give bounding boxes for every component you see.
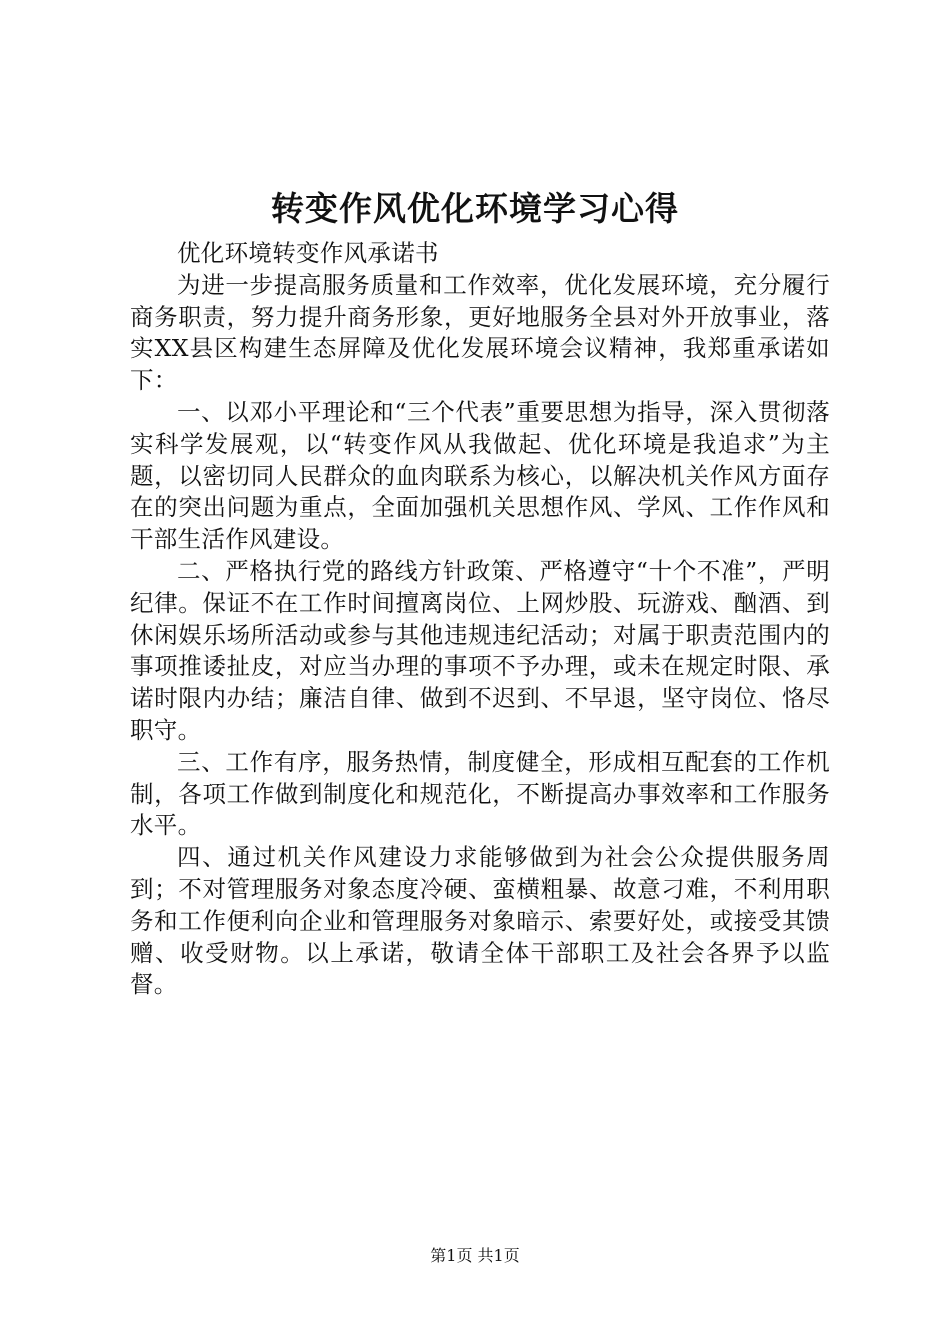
paragraph-item-1: 一、以邓小平理论和“三个代表”重要思想为指导，深入贯彻落实科学发展观，以“转变作风从我做起、优化环境是我追求”为主题，以密切同人民群众的血肉联系为核心，以解决机关作风方面存在的突出问题为重点，全面加强机关思想作风、学风、工作作风和干部生活作风建设。: [130, 397, 830, 554]
paragraph-subtitle: 优化环境转变作风承诺书: [177, 239, 439, 267]
paragraph-item-2: 二、严格执行党的路线方针政策、严格遵守“十个不准”，严明纪律。保证不在工作时间擅离岗位、上网炒股、玩游戏、酗酒、到休闲娱乐场所活动或参与其他违规违纪活动；对属于职责范围内的事项推诿扯皮，对应当办理的事项不予办理，或未在规定时限、承诺时限内办结；廉洁自律、做到不迟到、不早退，坚守岗位、恪尽职守。: [130, 556, 830, 744]
paragraph-intro: 为进一步提高服务质量和工作效率，优化发展环境，充分履行商务职责，努力提升商务形象，更好地服务全县对外开放事业，落实XX县区构建生态屏障及优化发展环境会议精神，我郑重承诺如下：: [130, 270, 830, 395]
document-body: [130, 238, 830, 1001]
document-title: 转变作风优化环境学习心得: [271, 189, 679, 228]
page-footer: 第1页 共1页: [430, 1246, 520, 1265]
paragraph-item-4: 四、通过机关作风建设力求能够做到为社会公众提供服务周到；不对管理服务对象态度冷硬、蛮横粗暴、故意刁难，不利用职务和工作便利向企业和管理服务对象暗示、索要好处，或接受其馈赠、收受财物。以上承诺，敬请全体干部职工及社会各界予以监督。: [130, 843, 830, 999]
paragraph-item-3: 三、工作有序，服务热情，制度健全，形成相互配套的工作机制，各项工作做到制度化和规范化，不断提高办事效率和工作服务水平。: [130, 747, 830, 840]
